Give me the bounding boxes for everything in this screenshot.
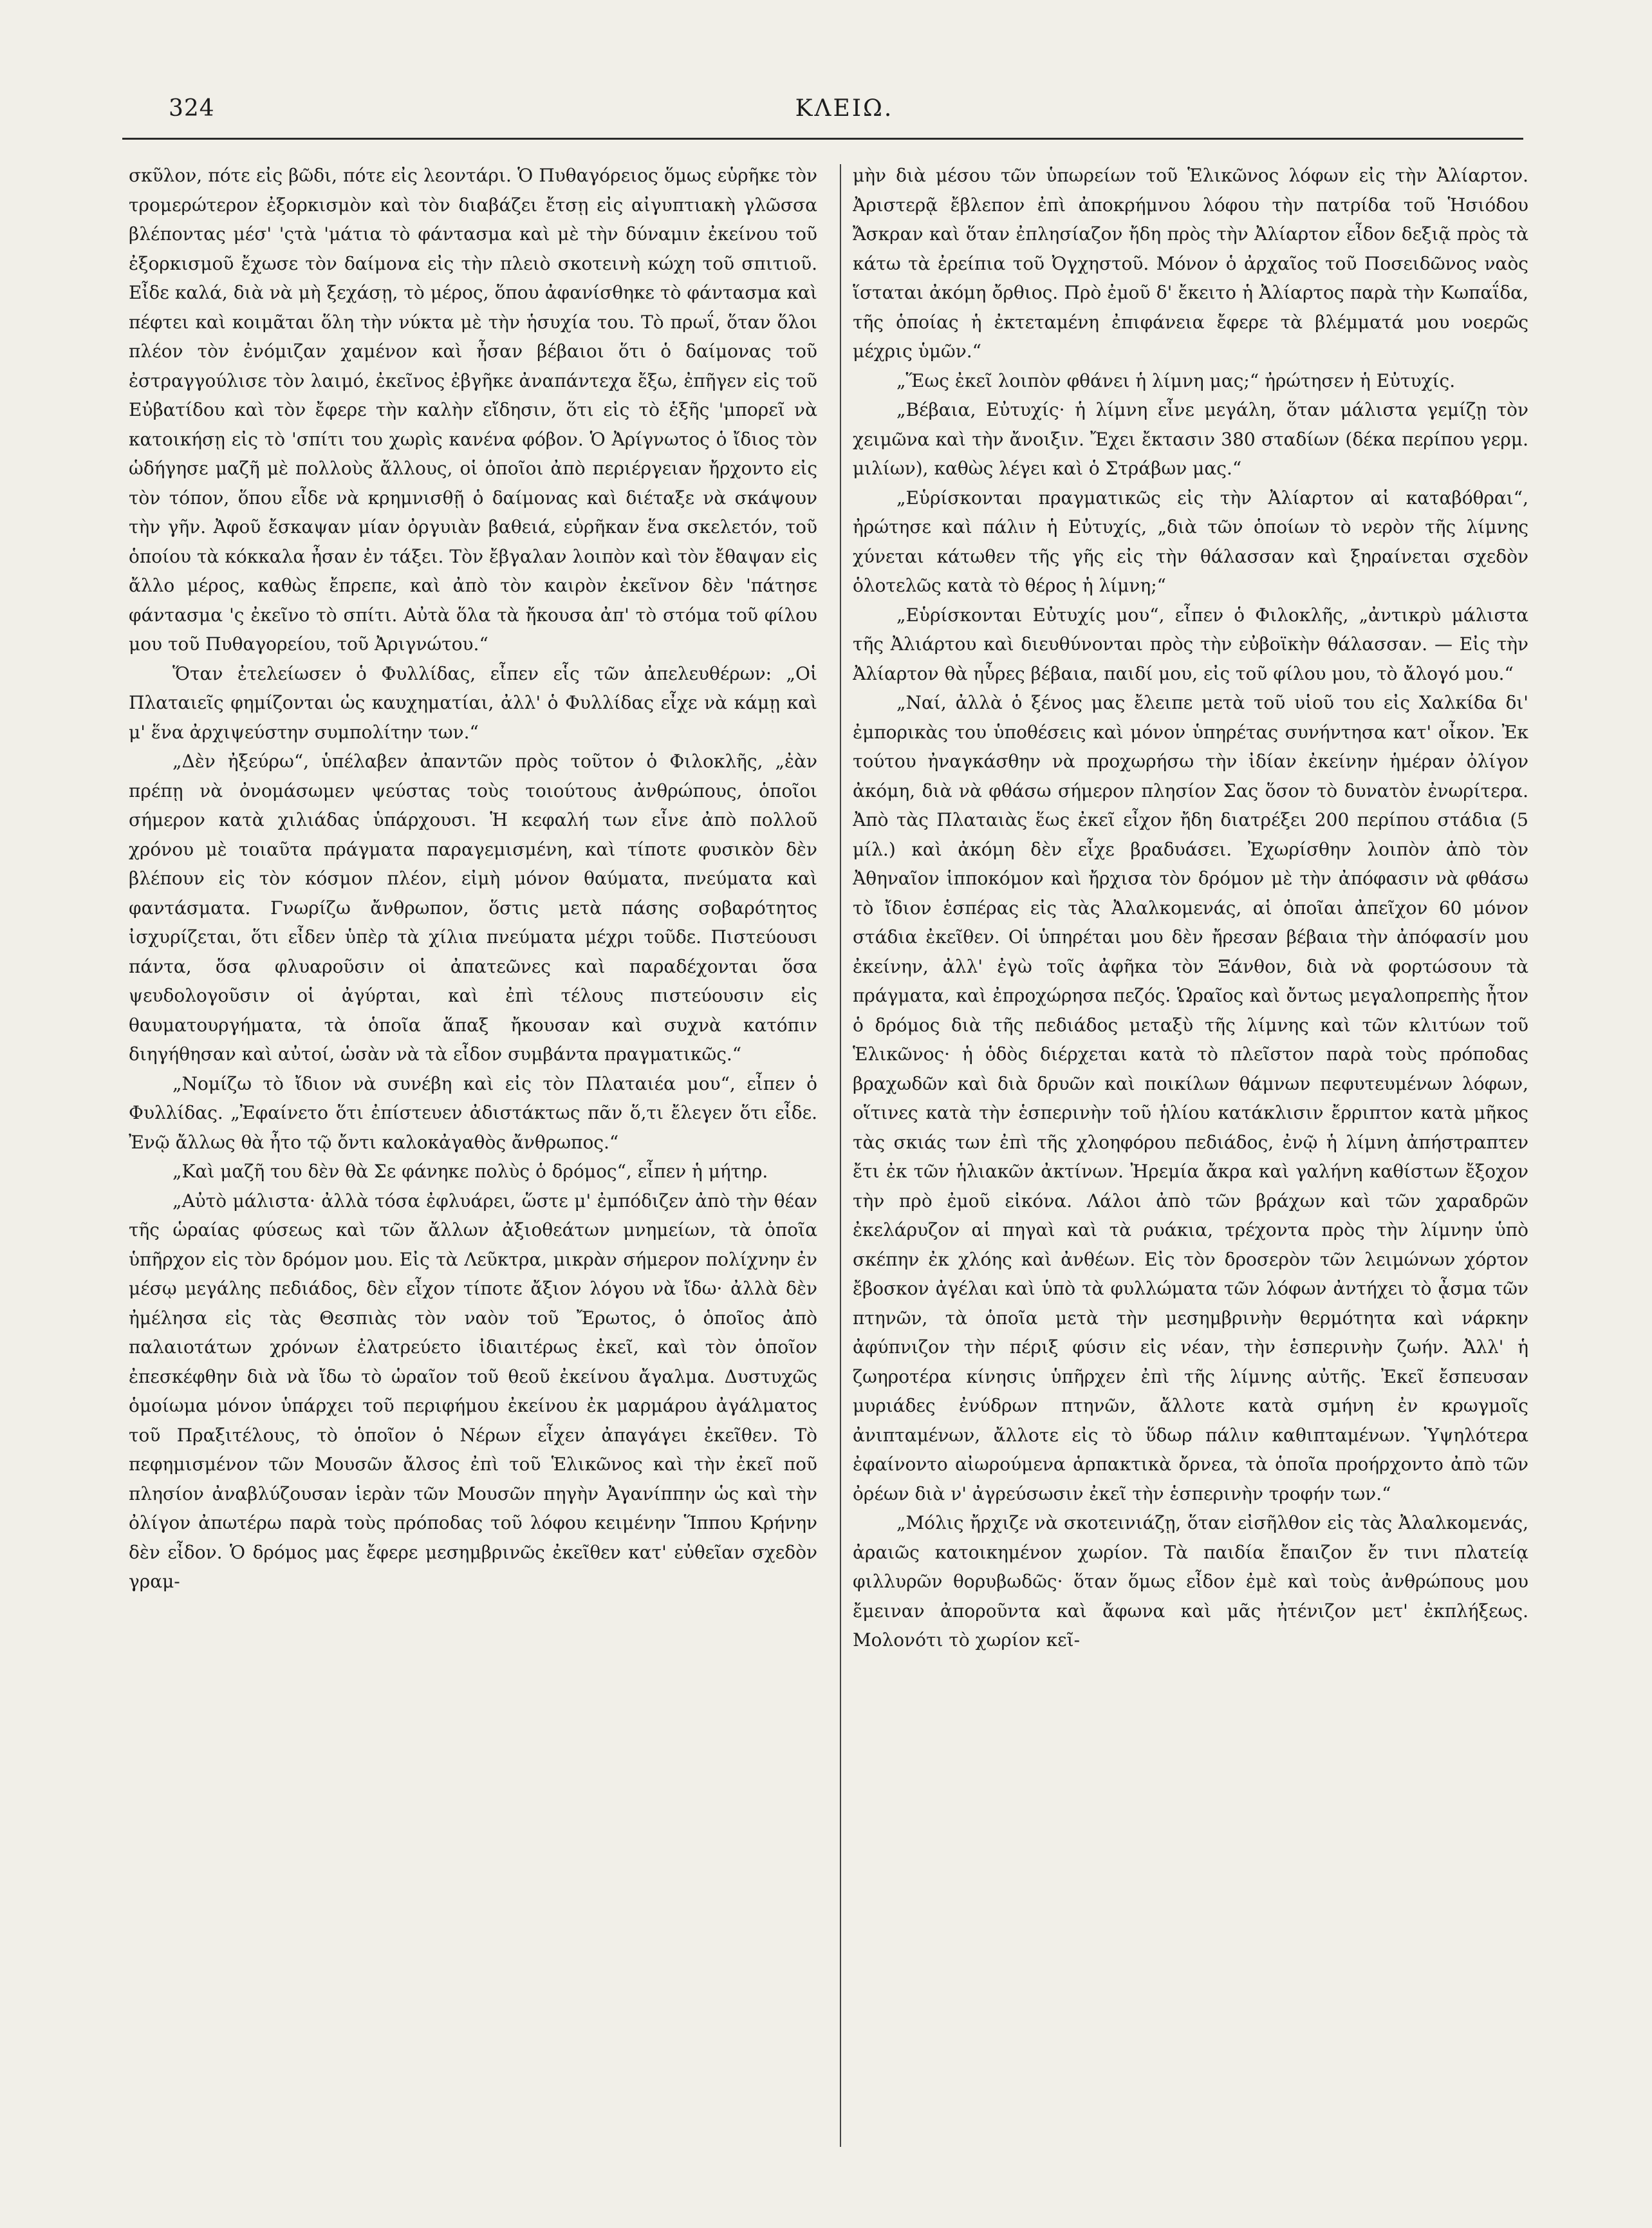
column-divider xyxy=(840,164,841,2147)
paragraph: „Ναί, ἀλλὰ ὁ ξένος μας ἔλειπε μετὰ τοῦ υἱοῦ του εἰς Χαλκίδα δι' ἐμπορικὰς του ὑποθέσεις καὶ μόνον ὑπηρέτας συνήντησα κατ' οἶκον. Ἐκ τούτου ἠναγκάσθην νὰ προχωρήσω τὴν ἰδίαν ἐκείνην ἡμέραν ὀλίγον ἀκόμη, διὰ νὰ φθάσω σήμερον πλησίον Σας ὅσον τὸ δυνατὸν ἐνωρίτερα. Ἀπὸ τὰς Πλαταιὰς ἕως ἐκεῖ εἶχον ἤδη διατρέξει 200 περίπου στάδια (5 μίλ.) καὶ ἀκόμη δὲν εἶχε βραδυάσει. Ἐχωρίσθην λοιπὸν ἀπὸ τὸν Ἀθηναῖον ἱπποκόμον καὶ ἤρχισα τὸν δρόμον μὲ τὴν ἀπόφασιν νὰ φθάσω τὸ ἴδιον ἑσπέρας εἰς τὰς Ἀλαλκομενάς, αἱ ὁποῖαι ἀπεῖχον 60 μόνον στάδια ἐκεῖθεν. Οἱ ὑπηρέται μου δὲν ἤρεσαν βέβαια τὴν ἀπόφασίν μου ἐκείνην, ἀλλ' ἐγὼ τοῖς ἀφῆκα τὸν Ξάνθον, διὰ νὰ φορτώσουν τὰ πράγματα, καὶ ἐπροχώρησα πεζός. Ὡραῖος καὶ ὄντως μεγαλοπρεπὴς ἦτον ὁ δρόμος διὰ τῆς πεδιάδος μεταξὺ τῆς λίμνης καὶ τῶν κλιτύων τοῦ Ἑλικῶνος· ἡ ὁδὸς διέρχεται κατὰ τὸ πλεῖστον παρὰ τοὺς πρόποδας βραχωδῶν καὶ διὰ δρυῶν καὶ ποικίλων θάμνων πεφυτευμένων λόφων, οἵτινες κατὰ τὴν ἑσπερινὴν τοῦ ἡλίου κατάκλισιν ἔρριπτον κατὰ μῆκος τὰς σκιάς των ἐπὶ τῆς χλοηφόρου πεδιάδος, ἐνῷ ἡ λίμνη ἀπήστραπτεν ἔτι ἐκ τῶν ἡλιακῶν ἀκτίνων. Ἠρεμία ἄκρα καὶ γαλήνη καθίστων ἔξοχον τὴν πρὸ ἐμοῦ εἰκόνα. Λάλοι ἀπὸ τῶν βράχων καὶ τῶν χαραδρῶν ἐκελάρυζον αἱ πηγαὶ καὶ τὰ ρυάκια, τρέχοντα πρὸς τὴν λίμνην ὑπὸ σκέπην ἐκ χλόης καὶ ἀνθέων. Εἰς τὸν δροσερὸν τῶν λειμώνων χόρτον ἔβοσκον ἀγέλαι καὶ ὑπὸ τὰ φυλλώματα τῶν λόφων ἀντήχει τὸ ᾆσμα τῶν πτηνῶν, τὰ ὁποῖα μετὰ τὴν μεσημβρινὴν θερμότητα καὶ νάρκην ἀφύπνιζον τὴν πέριξ φύσιν εἰς νέαν, τὴν ἑσπερινὴν ζωήν. Ἀλλ' ἡ ζωηροτέρα κίνησις ὑπῆρχεν ἐπὶ τῆς λίμνης αὐτῆς. Ἐκεῖ ἔσπευσαν μυριάδες ἐνύδρων πτηνῶν, ἄλλοτε κατὰ σμήνη ἐν κρωγμοῖς ἀνιπταμένων, ἄλλοτε εἰς τὸ ὕδωρ πάλιν καθιπταμένων. Ὑψηλότερα ἐφαίνοντο αἰωρούμενα ἁρπακτικὰ ὄρνεα, τὰ ὁποῖα προήρχοντο ἀπὸ τῶν ὀρέων διὰ ν' ἀγρεύσωσιν ἐκεῖ τὴν ἑσπερινὴν τροφήν των.“ xyxy=(853,692,1528,1504)
paragraph: „Εὑρίσκονται πραγματικῶς εἰς τὴν Ἀλίαρτον αἱ καταβόθραι“, ἠρώτησε καὶ πάλιν ἡ Εὐτυχίς, „διὰ τῶν ὁποίων τὸ νερὸν τῆς λίμνης χύνεται κάτωθεν τῆς γῆς εἰς τὴν θάλασσαν καὶ ξηραίνεται σχεδὸν ὁλοτελῶς κατὰ τὸ θέρος ἡ λίμνη;“ xyxy=(853,487,1528,596)
paragraph: Ὅταν ἐτελείωσεν ὁ Φυλλίδας, εἶπεν εἷς τῶν ἀπελευθέρων: „Οἱ Πλαταιεῖς φημίζονται ὡς καυχηματίαι, ἀλλ' ὁ Φυλλίδας εἶχε νὰ κάμῃ καὶ μ' ἕνα ἀρχιψεύστην συμπολίτην των.“ xyxy=(129,662,817,743)
page-number: 324 xyxy=(169,95,215,122)
page-header xyxy=(169,95,1520,140)
paragraph: „Μόλις ἤρχιζε νὰ σκοτεινιάζῃ, ὅταν εἰσῆλθον εἰς τὰς Ἀλαλκομενάς, ἀραιῶς κατοικημένον χωρίον. Τὰ παιδία ἔπαιζον ἔν τινι πλατείᾳ φιλλυρῶν θορυβωδῶς· ὅταν ὅμως εἶδον ἐμὲ καὶ τοὺς ἀνθρώπους μου ἔμειναν ἀποροῦντα καὶ ἄφωνα καὶ μᾶς ἠτένιζον μετ' ἐκπλήξεως. Μολονότι τὸ χωρίον κεῖ- xyxy=(853,1512,1528,1651)
header-rule xyxy=(122,138,1523,140)
paragraph: „Νομίζω τὸ ἴδιον νὰ συνέβη καὶ εἰς τὸν Πλαταιέα μου“, εἶπεν ὁ Φυλλίδας. „Ἐφαίνετο ὅτι ἐπίστευεν ἀδιστάκτως πᾶν ὅ,τι ἔλεγεν ὅτι εἶδε. Ἐνῷ ἄλλως θὰ ἦτο τῷ ὄντι καλοκἀγαθὸς ἄνθρωπος.“ xyxy=(129,1072,817,1153)
left-column xyxy=(129,161,817,2157)
paragraph: „Ἕως ἐκεῖ λοιπὸν φθάνει ἡ λίμνη μας;“ ἠρώτησεν ἡ Εὐτυχίς. xyxy=(896,370,1456,391)
paragraph: „Εὑρίσκονται Εὐτυχίς μου“, εἶπεν ὁ Φιλοκλῆς, „ἀντικρὺ μάλιστα τῆς Ἀλιάρτου καὶ διευθύνονται πρὸς τὴν εὐβοϊκὴν θάλασσαν. — Εἰς τὴν Ἀλίαρτον θὰ ηὗρες βέβαια, παιδί μου, εἰς τοῦ φίλου μου, τὸ ἄλογό μου.“ xyxy=(853,604,1528,684)
paragraph: μὴν διὰ μέσου τῶν ὑπωρείων τοῦ Ἑλικῶνος λόφων εἰς τὴν Ἀλίαρτον. Ἀριστερᾷ ἔβλεπον ἐπὶ ἀποκρήμνου λόφου τὴν πατρίδα τοῦ Ἡσιόδου Ἄσκραν καὶ ὅταν ἐπλησίαζον ἤδη πρὸς τὴν Ἀλίαρτον εἶδον δεξιᾷ πρὸς τὰ κάτω τὰ ἐρείπια τοῦ Ὀγχηστοῦ. Μόνον ὁ ἀρχαῖος τοῦ Ποσειδῶνος ναὸς ἵσταται ἀκόμη ὄρθιος. Πρὸ ἐμοῦ δ' ἔκειτο ἡ Ἀλίαρτος παρὰ τὴν Κωπαΐδα, τῆς ὁποίας ἡ ἐκτεταμένη ἐπιφάνεια ἔφερε τὰ βλέμματά μου νοερῶς μέχρις ὑμῶν.“ xyxy=(853,165,1528,362)
running-title: ΚΛΕΙΩ. xyxy=(795,95,894,122)
right-column xyxy=(853,161,1528,2157)
paragraph: „Βέβαια, Εὐτυχίς· ἡ λίμνη εἶνε μεγάλη, ὅταν μάλιστα γεμίζῃ τὸν χειμῶνα καὶ τὴν ἄνοιξιν. Ἔχει ἔκτασιν 380 σταδίων (δέκα περίπου γερμ. μιλίων), καθὼς λέγει καὶ ὁ Στράβων μας.“ xyxy=(853,399,1528,479)
paragraph: „Καὶ μαζῆ του δὲν θὰ Σε φάνηκε πολὺς ὁ δρόμος“, εἶπεν ἡ μήτηρ. xyxy=(172,1161,768,1182)
paragraph: σκῦλον, πότε εἰς βῶδι, πότε εἰς λεοντάρι. Ὁ Πυθαγόρειος ὅμως εὑρῆκε τὸν τρομερώτερον ἐξορκισμὸν καὶ τὸν διαβάζει ἔτσῃ εἰς αἰγυπτιακὴ γλῶσσα βλέποντας μέσ' 'ςτὰ 'μάτια τὸ φάντασμα καὶ μὲ τὴν δύναμιν ἐκείνου τοῦ ἐξορκισμοῦ ἔχωσε τὸν δαίμονα εἰς τὴν πλειὸ σκοτεινὴ κώχη τοῦ σπιτιοῦ. Εἶδε καλά, διὰ νὰ μὴ ξεχάσῃ, τὸ μέρος, ὅπου ἀφανίσθηκε τὸ φάντασμα καὶ πέφτει καὶ κοιμᾶται ὅλη τὴν νύκτα μὲ τὴν ἡσυχία του. Τὸ πρωΐ, ὅταν ὅλοι πλέον τὸν ἐνόμιζαν χαμένον καὶ ἦσαν βέβαιοι ὅτι ὁ δαίμονας τοῦ ἐστραγγούλισε τὸν λαιμό, ἐκεῖνος ἐβγῆκε ἀναπάντεχα ἔξω, ἐπῆγεν εἰς τοῦ Εὐβατίδου καὶ τὸν ἔφερε τὴν καλὴν εἴδησιν, ὅτι εἰς τὸ ἑξῆς 'μπορεῖ νὰ κατοικήσῃ εἰς τὸ 'σπίτι του χωρὶς κανένα φόβον. Ὁ Ἀρίγνωτος ὁ ἴδιος τὸν ὡδήγησε μαζῆ μὲ πολλοὺς ἄλλους, οἱ ὁποῖοι ἀπὸ περιέργειαν ἤρχοντο εἰς τὸν τόπον, ὅπου εἶδε νὰ κρημνισθῇ ὁ δαίμονας καὶ διέταξε νὰ σκάψουν τὴν γῆν. Ἀφοῦ ἔσκαψαν μίαν ὀργυιὰν βαθειά, εὑρῆκαν ἕνα σκελετόν, τοῦ ὁποίου τὰ κόκκαλα ἦσαν ἐν τάξει. Τὸν ἔβγαλαν λοιπὸν καὶ τὸν ἔθαψαν εἰς ἄλλο μέρος, καθὼς ἔπρεπε, καὶ ἀπὸ τὸν καιρὸν ἐκεῖνον δὲν 'πάτησε φάντασμα 'ς ἐκεῖνο τὸ σπίτι. Αὐτὰ ὅλα τὰ ἤκουσα ἀπ' τὸ στόμα τοῦ φίλου μου τοῦ Πυθαγορείου, τοῦ Ἀριγνώτου.“ xyxy=(129,165,817,655)
paragraph: „Αὐτὸ μάλιστα· ἀλλὰ τόσα ἐφλυάρει, ὥστε μ' ἐμπόδιζεν ἀπὸ τὴν θέαν τῆς ὡραίας φύσεως καὶ τῶν ἄλλων ἀξιοθεάτων μνημείων, τὰ ὁποῖα ὑπῆρχον εἰς τὸν δρόμον μου. Εἰς τὰ Λεῦκτρα, μικρὰν σήμερον πολίχνην ἐν μέσῳ μεγάλης πεδιάδος, δὲν εἶχον τίποτε ἄξιον λόγου νὰ ἴδω· ἀλλὰ δὲν ἠμέλησα εἰς τὰς Θεσπιὰς τὸν ναὸν τοῦ Ἔρωτος, ὁ ὁποῖος ἀπὸ παλαιοτάτων χρόνων ἐλατρεύετο ἰδιαιτέρως ἐκεῖ, καὶ τὸν ὁποῖον ἐπεσκέφθην διὰ νὰ ἴδω τὸ ὡραῖον τοῦ θεοῦ ἐκείνου ἄγαλμα. Δυστυχῶς ὁμοίωμα μόνον ὑπάρχει τοῦ περιφήμου ἐκείνου ἐκ μαρμάρου ἀγάλματος τοῦ Πραξιτέλους, τὸ ὁποῖον ὁ Νέρων εἶχεν ἀπαγάγει ἐκεῖθεν. Τὸ πεφημισμένον τῶν Μουσῶν ἄλσος ἐπὶ τοῦ Ἑλικῶνος καὶ τὴν ἐκεῖ ποῦ πλησίον ἀναβλύζουσαν ἱερὰν τῶν Μουσῶν πηγὴν Ἀγανίππην ὡς καὶ τὴν ὀλίγον ἀπωτέρω παρὰ τοὺς πρόποδας τοῦ λόφου κειμένην Ἵππου Κρήνην δὲν εἶδον. Ὁ δρόμος μας ἔφερε μεσημβρινῶς ἐκεῖθεν κατ' εὐθεῖαν σχεδὸν γραμ- xyxy=(129,1190,817,1592)
paragraph: „Δὲν ἠξεύρω“, ὑπέλαβεν ἀπαντῶν πρὸς τοῦτον ὁ Φιλοκλῆς, „ἐὰν πρέπῃ νὰ ὀνομάσωμεν ψεύστας τοὺς τοιούτους ἀνθρώπους, ὁποῖοι σήμερον κατὰ χιλιάδας ὑπάρχουσι. Ἡ κεφαλή των εἶνε ἀπὸ πολλοῦ χρόνου μὲ τοιαῦτα πράγματα παραγεμισμένη, καὶ τίποτε φυσικὸν δὲν βλέπουν εἰς τὸν κόσμον πλέον, εἰμὴ μόνον θαύματα, πνεύματα καὶ φαντάσματα. Γνωρίζω ἄνθρωπον, ὅστις μετὰ πάσης σοβαρότητος ἰσχυρίζεται, ὅτι εἶδεν ὑπὲρ τὰ χίλια πνεύματα μέχρι τοῦδε. Πιστεύουσι πάντα, ὅσα φλυαροῦσιν οἱ ἀπατεῶνες καὶ παραδέχονται ὅσα ψευδολογοῦσιν οἱ ἀγύρται, καὶ ἐπὶ τέλους πιστεύουσιν εἰς θαυματουργήματα, τὰ ὁποῖα ἅπαξ ἤκουσαν καὶ συχνὰ κατόπιν διηγήθησαν καὶ αὐτοί, ὡσὰν νὰ τὰ εἶδον συμβάντα πραγματικῶς.“ xyxy=(129,751,817,1065)
